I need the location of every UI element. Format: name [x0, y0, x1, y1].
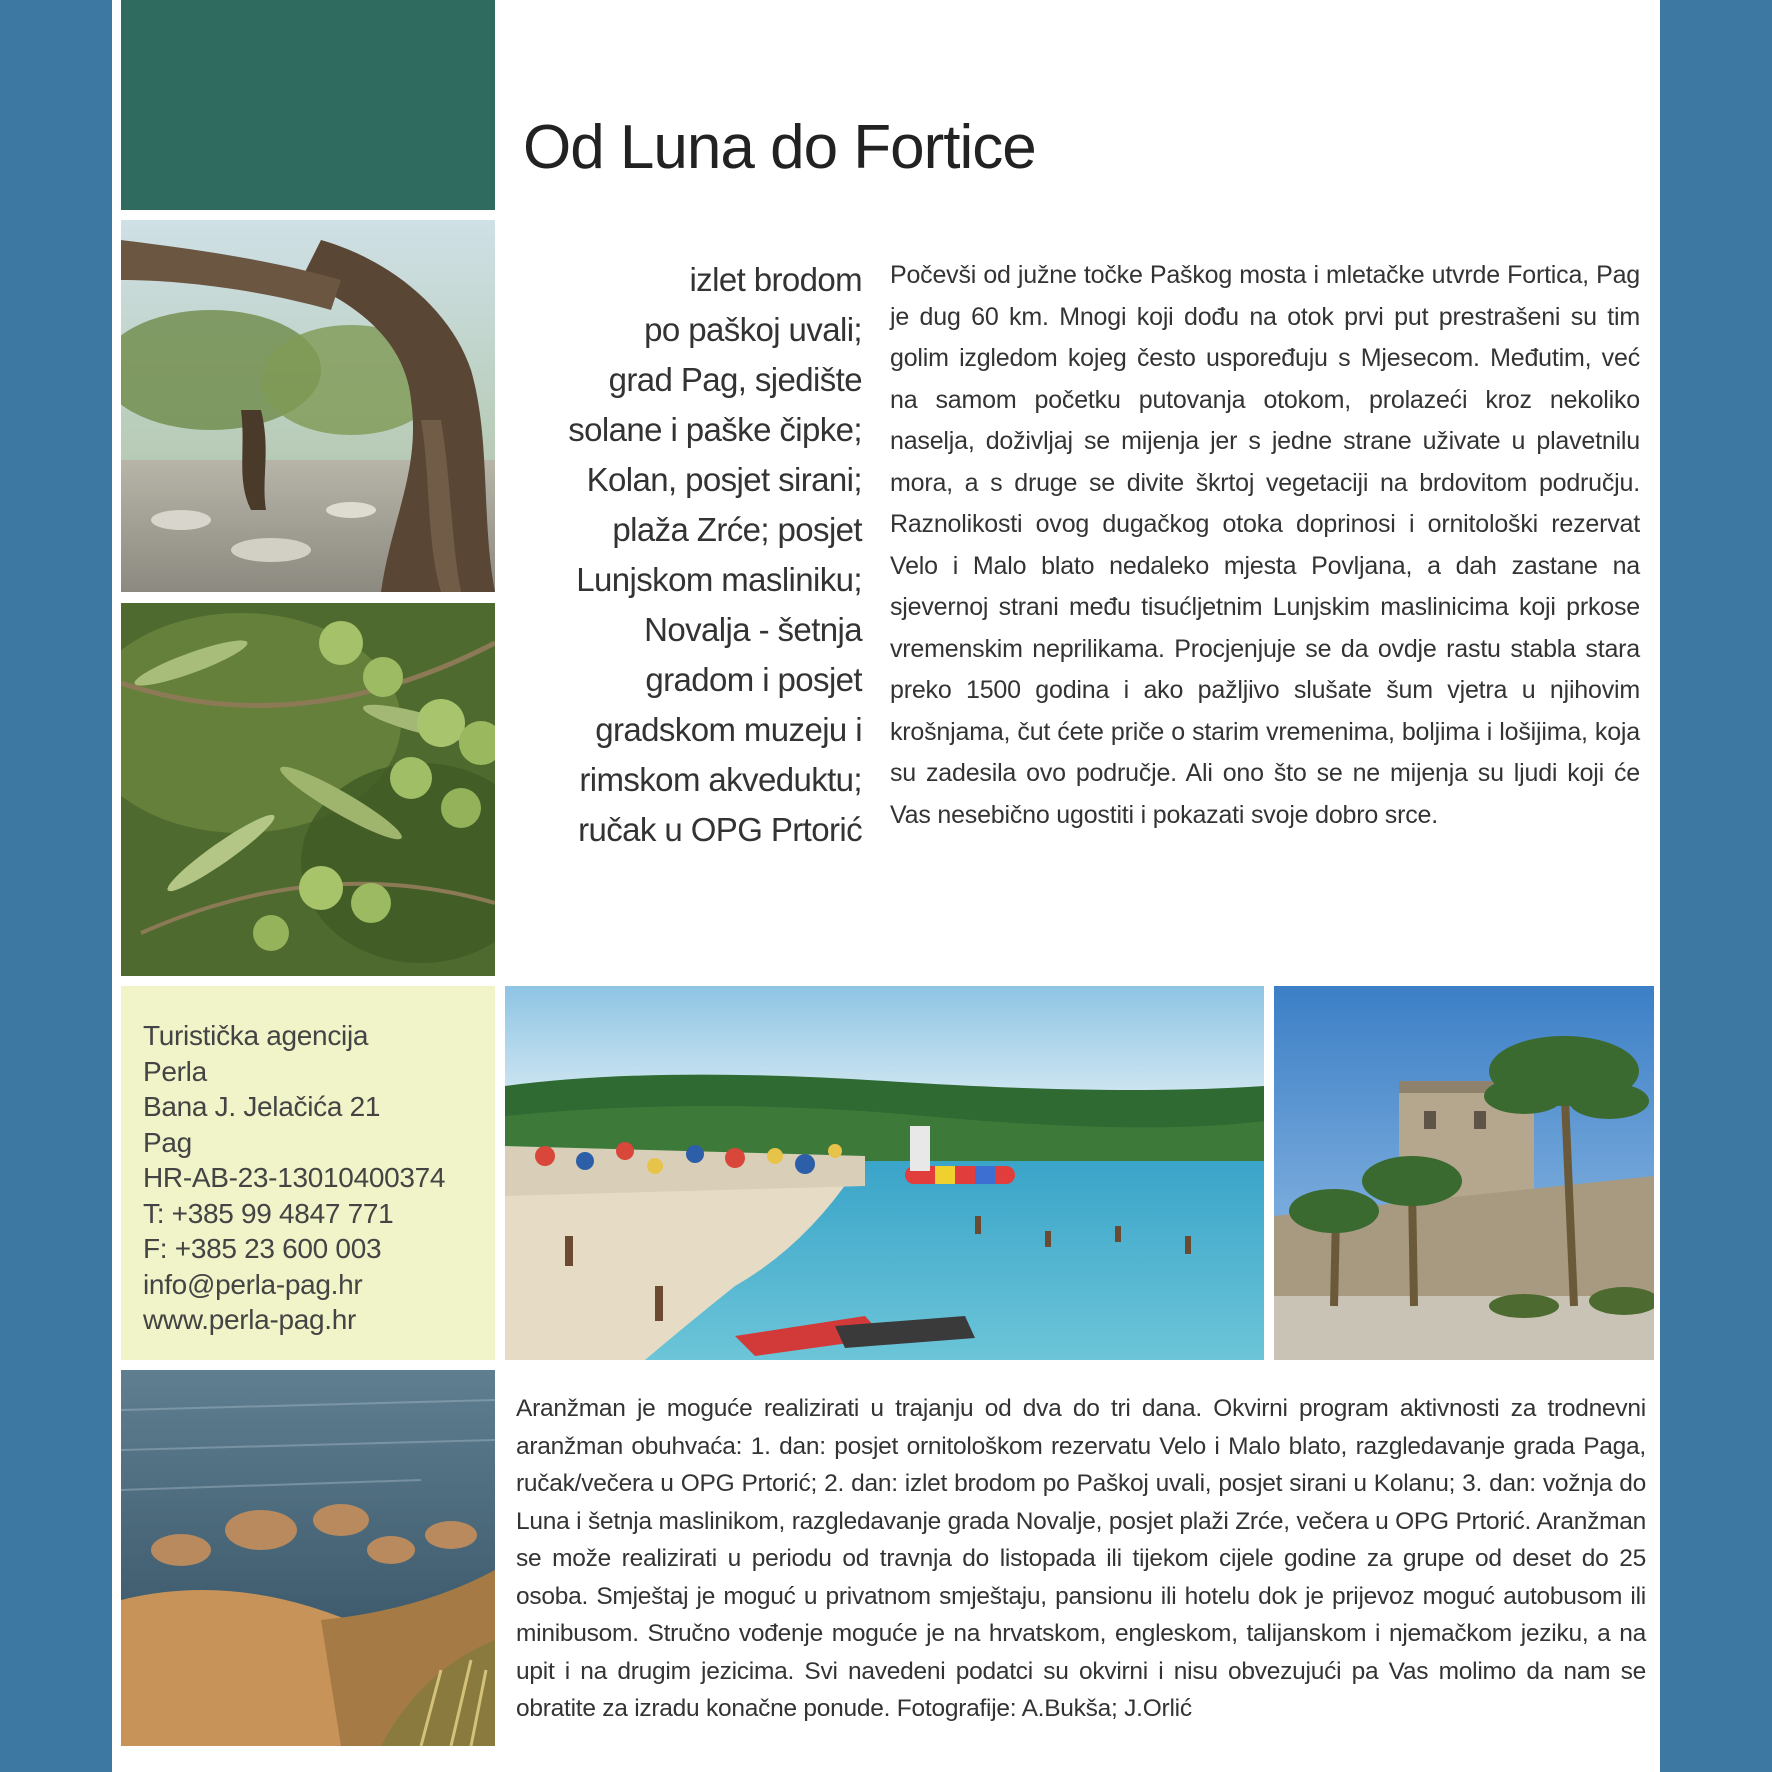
photo-olive-branch: [121, 603, 495, 976]
page-title: Od Luna do Fortice: [523, 113, 1036, 182]
intro-paragraph: Počevši od južne točke Paškog mosta i mletačke utvrde Fortica, Pag je dug 60 km. Mnogi koji dođu na otok prvi put prestrašeni su tim golim izgledom kojeg često uspoređuju s Mjesecom. Međutim, već na samom početku putovanja otokom, prolazeći kroz nekoliko naselja, doživljaj se mijenja jer s jedne strane uživate u plavetnilu mora, a s druge se divite škrtoj vegetaciji na brdovitom području. Raznolikosti ovog dugačkog otoka doprinosi i ornitološki rezervat Velo i Malo blato nedaleko mjesta Povljana, a dah zastane na sjevernoj strani među tisućljetnim Lunjskim maslinicima koji prkose vremenskim neprilikama. Procjenjuje se da ovdje rastu stabla stara preko 1500 godina i ako pažljivo slušate šum vjetra u njihovim krošnjama, čut ćete priče o starim vremenima, boljima i lošijima, koja su zadesila ovo područje. Ali ono što se ne mijenja su ljudi koji će Vas nesebično ugostiti i pokazati svoje dobro srce.: [890, 261, 1640, 829]
summary-line: gradom i posjet: [645, 661, 862, 698]
contact-box: [121, 986, 495, 1360]
itinerary-paragraph: Aranžman je moguće realizirati u trajanju od dva do tri dana. Okvirni program aktivnosti za trodnevni aranžman obuhvaća: 1. dan: posjet ornitološkom rezervatu Velo i Malo blato, razgledavanje grada Paga, ručak/večera u OPG Prtorić; 2. dan: izlet brodom po Paškoj uvali, posjet sirani u Kolanu; 3. dan: vožnja do Luna i šetnja maslinikom, razgledavanje grada Novalje, posjet plaži Zrće, večera u OPG Prtorić. Aranžman se može realizirati u periodu od travnja do listopada ili tijekom cijele godine za grupe od deset do 25 osoba. Smještaj je moguć u privatnom smještaju, pansionu ili hotelu dok je prijevoz moguć autobusom ili minibusom. Stručno vođenje moguće je na hrvatskom, engleskom, talijanskom i njemačkom jeziku, a na upit i na drugim jezicima. Svi navedeni podatci su okvirni i nisu obvezujući pa Vas molimo da nam se obratite za izradu konačne ponude. Fotografije: A.Bukša; J.Orlić: [516, 1395, 1646, 1722]
photo-beach: [505, 986, 1264, 1360]
summary-line: izlet brodom: [689, 261, 862, 298]
summary-line: ručak u OPG Prtorić: [578, 811, 862, 848]
summary-line: grad Pag, sjedište: [608, 361, 862, 398]
photo-rocky-shore: [121, 1370, 495, 1746]
photo-olive-tree: [121, 220, 495, 592]
agency-phone: T: +385 99 4847 771: [143, 1197, 394, 1229]
agency-label: Turistička agencija: [143, 1020, 369, 1051]
trip-summary: [530, 255, 862, 855]
agency-website: www.perla-pag.hr: [143, 1304, 357, 1335]
summary-line: Lunjskom masliniku;: [576, 561, 862, 598]
agency-city: Pag: [143, 1126, 192, 1158]
summary-line: rimskom akveduktu;: [579, 761, 862, 798]
summary-line: plaža Zrće; posjet: [612, 511, 862, 548]
summary-line: gradskom muzeju i: [595, 711, 862, 748]
agency-fax: F: +385 23 600 003: [143, 1233, 382, 1264]
agency-street: Bana J. Jelačića 21: [143, 1091, 381, 1122]
summary-line: po paškoj uvali;: [644, 311, 862, 348]
header-color-block: [121, 0, 495, 210]
summary-line: Novalja - šetnja: [644, 611, 862, 648]
summary-line: solane i paške čipke;: [568, 411, 862, 448]
agency-code: HR-AB-23-13010400374: [143, 1162, 446, 1193]
photo-fortress: [1274, 986, 1654, 1360]
summary-line: Kolan, posjet sirani;: [586, 461, 862, 498]
agency-email: info@perla-pag.hr: [143, 1268, 363, 1300]
agency-name: Perla: [143, 1055, 207, 1087]
